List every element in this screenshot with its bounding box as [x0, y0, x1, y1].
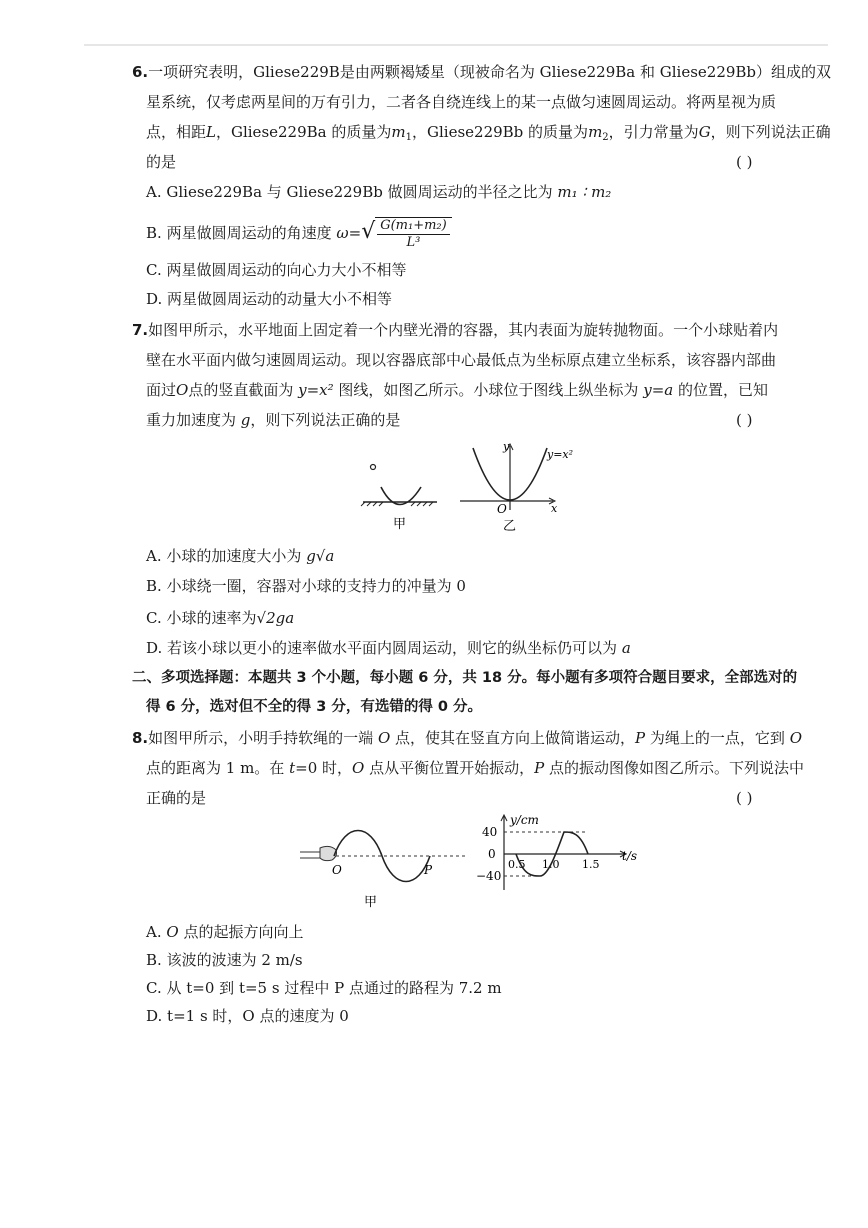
q8-fig-yi: [476, 813, 637, 890]
q6-option-c: C. 两星做圆周运动的向心力大小不相等: [146, 261, 407, 279]
q7-fig-jia: [361, 465, 437, 533]
fig-y-pos: 40: [482, 825, 498, 839]
q8-figure: [296, 812, 656, 912]
fig-axis-x: x: [551, 502, 558, 515]
q8-line2: 点的距离为 1 m。在 t=0 时，O 点从平衡位置开始振动，P 点的振动图像如图乙所示。下列说法中: [146, 759, 805, 777]
fig-t2: 1.0: [542, 858, 560, 871]
q6-number: 6.: [132, 63, 149, 81]
fig-curve-label: y=x²: [547, 448, 574, 461]
fig-label-O: O: [332, 863, 342, 877]
section2-line2: 得 6 分，选对但不全的得 3 分，有选错的得 0 分。: [146, 699, 483, 715]
q6-option-b: B. 两星做圆周运动的角速度 ω=√ $\frac{\text{G(m₁+m₂)}}{\text{L³}}$: [146, 214, 452, 251]
q7-option-c: C. 小球的速率为√2ga: [146, 609, 295, 627]
fig-label-jia: 甲: [364, 895, 378, 910]
q7-number: 7.: [132, 321, 149, 339]
fig-t3: 1.5: [582, 858, 600, 871]
q7-answer-blank: ( ): [736, 411, 753, 429]
q8-number: 8.: [132, 729, 149, 747]
q8-answer-blank: ( ): [736, 789, 753, 807]
fig-y-unit: y/cm: [510, 813, 539, 827]
q6-line2: 星系统，仅考虑两星间的万有引力，二者各自绕连线上的某一点做匀速圆周运动。将两星视为质: [146, 93, 777, 111]
q8-fig-jia: [300, 831, 466, 911]
fig-label-P: P: [424, 863, 433, 877]
fig-t-unit: t/s: [622, 849, 638, 863]
top-divider: [84, 44, 828, 46]
q6-line3: 点，相距L，Gliese229Ba 的质量为$m_1$，Gliese229Bb 的质量为$m_2$，引力常量为G，则下列说法正确: [146, 123, 831, 143]
q6-answer-blank: ( ): [736, 153, 753, 171]
q6-option-a: A. Gliese229Ba 与 Gliese229Bb 做圆周运动的半径之比为 m₁ ∶ m₂: [146, 183, 612, 201]
fig-y-neg: −40: [476, 869, 502, 883]
q8-option-d: D. t=1 s 时，O 点的速度为 0: [146, 1007, 349, 1025]
q8-option-a: A. O 点的起振方向向上: [146, 923, 304, 941]
q8-option-b: B. 该波的波速为 2 m/s: [146, 951, 303, 969]
fig-origin: O: [497, 502, 507, 516]
q7-fig-yi: [460, 440, 573, 534]
q7-option-a: A. 小球的加速度大小为 g√a: [146, 547, 335, 565]
fig-y-zero: 0: [488, 847, 496, 861]
section2-title: 二、多项选择题：本题共 3 个小题，每小题 6 分，共 18 分。每小题有多项符合题目要求，全部选对的: [132, 670, 798, 686]
q7-line3: 面过O点的竖直截面为 y=x² 图线，如图乙所示。小球位于图线上纵坐标为 y=a 的位置，已知: [146, 381, 769, 399]
fig-t1: 0.5: [508, 858, 526, 871]
fig-axis-y: y: [503, 440, 510, 453]
q7-line4: 重力加速度为 g，则下列说法正确的是: [146, 411, 401, 429]
fig-label-yi: 乙: [503, 519, 517, 534]
q7-line2: 壁在水平面内做匀速圆周运动。现以容器底部中心最低点为坐标原点建立坐标系，该容器内部曲: [146, 351, 777, 369]
q7-option-d: D. 若该小球以更小的速率做水平面内圆周运动，则它的纵坐标仍可以为 a: [146, 639, 631, 657]
q7-option-b: B. 小球绕一圈，容器对小球的支持力的冲量为 0: [146, 577, 466, 595]
arm-lines: [300, 852, 320, 858]
q6-line1: 6.一项研究表明，Gliese229B是由两颗褐矮星（现被命名为 Gliese229Ba 和 Gliese229Bb）组成的双: [132, 63, 832, 81]
q6-option-d: D. 两星做圆周运动的动量大小不相等: [146, 290, 393, 308]
q8-line1: 8.如图甲所示，小明手持软绳的一端 O 点，使其在竖直方向上做简谐运动，P 为绳上的一点，它到 O: [132, 729, 803, 747]
q8-option-c: C. 从 t=0 到 t=5 s 过程中 P 点通过的路程为 7.2 m: [146, 979, 502, 997]
fig-label-jia: 甲: [393, 517, 407, 532]
q7-figure: [355, 440, 595, 540]
ball-icon: [371, 465, 376, 470]
hand-icon: [320, 846, 337, 860]
q7-line1: 7.如图甲所示，水平地面上固定着一个内壁光滑的容器，其内表面为旋转抛物面。一个小球贴着内: [132, 321, 779, 339]
q8-line3: 正确的是: [146, 789, 207, 807]
q6-line4: 的是: [146, 153, 177, 171]
